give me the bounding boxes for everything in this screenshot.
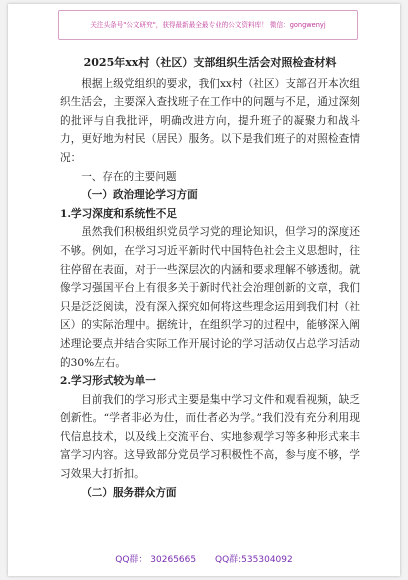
item-heading-format: 2.学习形式较为单一: [60, 375, 156, 388]
item-paragraph-format: 目前我们的学习形式主要是集中学习文件和观看视频，缺乏创新性。“学者非必为仕，而仕者必为学。”我们没有充分利用现代信息技术，以及线上交流平台、实地参观学习等多种形式来丰富学习内容。这导致部分党员学习积极性不高，参与度不够，学习效果大打折扣。: [60, 393, 360, 481]
page-footer: [8, 552, 400, 565]
item-heading-depth: 1.学习深度和系统性不足: [60, 207, 177, 220]
intro-paragraph: 根据上级党组织的要求，我们xx村（社区）支部召开本次组织生活会，主要深入查找班子在工作中的问题与不足，通过深刻的批评与自我批评，明确改进方向，提升班子的凝聚力和战斗力，更好地为村民（居民）服务。以下是我们班子的对照检查情况：: [60, 77, 360, 164]
promo-banner: 关注头条号"公文研究"，获得最新最全最专业的公文资料库！ 微信：gongwenyj: [58, 10, 358, 40]
footer-qq-group-1: QQ群： 30265665: [115, 555, 197, 565]
subsection-heading-service: （二）服务群众方面: [81, 486, 177, 499]
subsection-heading-theory: （一）政治理论学习方面: [81, 189, 198, 202]
document-body: [60, 54, 360, 502]
footer-qq-group-2: QQ群:535304092: [214, 555, 293, 565]
document-page: [8, 4, 400, 576]
section-heading-problems: 一、存在的主要问题: [81, 170, 177, 183]
document-title: 2025年xx村（社区）支部组织生活会对照检查材料: [83, 56, 337, 69]
item-paragraph-depth: 虽然我们积极组织党员学习党的理论知识，但学习的深度还不够。例如，在学习习近平新时代中国特色社会主义思想时，往往停留在表面，对于一些深层次的内涵和要求理解不够透彻。就像学习强国平台上有很多关于新时代社会治理创新的文章，我们只是泛泛阅读，没有深入探究如何将这些理念运用到我们村（社区）的实际治理中。据统计，在组织学习的过程中，能够深入阐述理论要点并结合实际工作开展讨论的学习活动仅占总学习活动的30%左右。: [60, 226, 360, 369]
